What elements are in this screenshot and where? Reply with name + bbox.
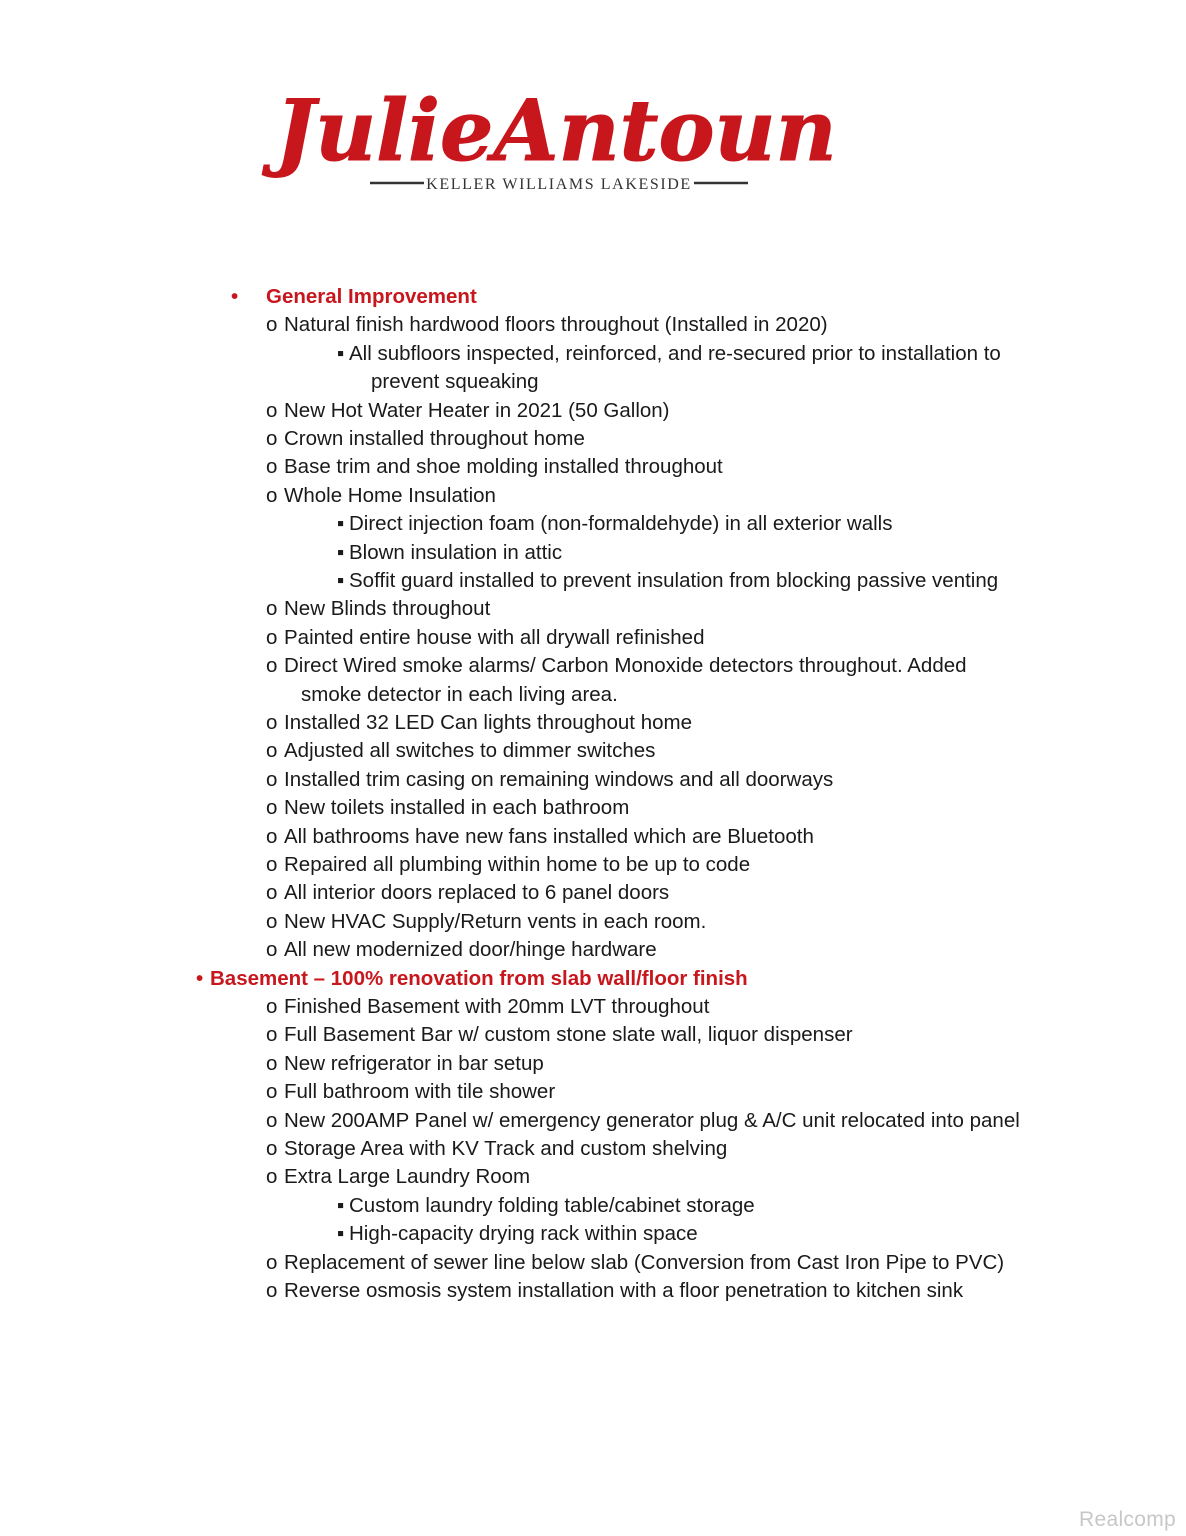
item-bullet-icon: o (266, 796, 278, 820)
list-item-continuation: smoke detector in each living area. (301, 682, 618, 706)
list-item: Direct Wired smoke alarms/ Carbon Monoxide detectors throughout. Added (284, 654, 967, 678)
item-bullet-icon: o (266, 1108, 278, 1132)
list-item: Installed 32 LED Can lights throughout home (284, 711, 692, 734)
list-item: Reverse osmosis system installation with a floor penetration to kitchen sink (284, 1279, 964, 1302)
logo (0, 0, 1186, 220)
sub-list-item-continuation: prevent squeaking (371, 370, 539, 394)
subitem-bullet-icon: ▪ (337, 569, 345, 592)
item-bullet-icon: o (266, 1279, 278, 1302)
section-bullet: • (231, 285, 239, 308)
list-item: All new modernized door/hinge hardware (284, 938, 657, 962)
list-item: Natural finish hardwood floors throughout (Installed in 2020) (284, 313, 828, 337)
list-item: Repaired all plumbing within home to be up to code (284, 853, 751, 876)
item-bullet-icon: o (266, 711, 278, 734)
list-item: Full bathroom with tile shower (284, 1080, 556, 1104)
list-item: Crown installed throughout home (284, 427, 585, 450)
item-bullet-icon: o (266, 483, 278, 507)
list-item: Installed trim casing on remaining windows and all doorways (284, 767, 834, 791)
item-bullet-icon: o (266, 398, 278, 422)
item-bullet-icon: o (266, 938, 278, 962)
item-bullet-icon: o (266, 1165, 278, 1189)
sub-list-item: Custom laundry folding table/cabinet storage (349, 1193, 755, 1217)
item-bullet-icon: o (266, 995, 278, 1018)
logo-brokerage: KELLER WILLIAMS LAKESIDE (426, 176, 692, 193)
list-item: Painted entire house with all drywall refinished (284, 625, 705, 649)
subitem-bullet-icon: ▪ (337, 540, 345, 564)
list-item: New refrigerator in bar setup (284, 1051, 544, 1075)
list-item: Extra Large Laundry Room (284, 1165, 531, 1189)
sub-list-item: Blown insulation in attic (349, 540, 563, 564)
subitem-bullet-icon: ▪ (337, 512, 345, 536)
section-bullet: • (196, 966, 204, 990)
item-bullet-icon: o (266, 1250, 278, 1274)
section-heading: Basement – 100% renovation from slab wall/floor finish (210, 966, 748, 990)
sub-list-item: Soffit guard installed to prevent insulation from blocking passive venting (349, 569, 999, 592)
list-item: Whole Home Insulation (284, 483, 496, 507)
item-bullet-icon: o (266, 1080, 278, 1104)
list-item: New Blinds throughout (284, 597, 491, 621)
item-bullet-icon: o (266, 909, 278, 933)
item-bullet-icon: o (266, 824, 278, 848)
section-heading: General Improvement (266, 285, 477, 308)
list-item: New toilets installed in each bathroom (284, 796, 630, 820)
item-bullet-icon: o (266, 853, 278, 876)
sub-list-item: All subfloors inspected, reinforced, and re-secured prior to installation to (349, 341, 1001, 365)
sub-list-item: High-capacity drying rack within space (349, 1222, 698, 1246)
item-bullet-icon: o (266, 1051, 278, 1075)
item-bullet-icon: o (266, 881, 278, 905)
logo-script-name: JulieAntoun (275, 81, 837, 180)
subitem-bullet-icon: ▪ (337, 1193, 345, 1217)
list-item: New HVAC Supply/Return vents in each room. (284, 909, 707, 933)
list-item: Base trim and shoe molding installed throughout (284, 455, 723, 479)
list-item: Replacement of sewer line below slab (Conversion from Cast Iron Pipe to PVC) (284, 1250, 1005, 1274)
list-item: All bathrooms have new fans installed which are Bluetooth (284, 824, 814, 848)
list-item: All interior doors replaced to 6 panel doors (284, 881, 670, 905)
list-item: New Hot Water Heater in 2021 (50 Gallon) (284, 398, 670, 422)
item-bullet-icon: o (266, 313, 278, 337)
item-bullet-icon: o (266, 597, 278, 621)
subitem-bullet-icon: ▪ (337, 1222, 345, 1246)
list-item: Full Basement Bar w/ custom stone slate wall, liquor dispenser (284, 1023, 853, 1047)
item-bullet-icon: o (266, 1023, 278, 1047)
julie-antoun-logo (0, 0, 1186, 220)
sub-list-item: Direct injection foam (non-formaldehyde) in all exterior walls (349, 512, 893, 536)
item-bullet-icon: o (266, 767, 278, 791)
realcomp-watermark: Realcomp (1079, 1508, 1176, 1531)
list-item: Adjusted all switches to dimmer switches (284, 739, 656, 763)
item-bullet-icon: o (266, 654, 278, 678)
list-item: Finished Basement with 20mm LVT throughout (284, 995, 710, 1018)
item-bullet-icon: o (266, 739, 278, 763)
list-item: New 200AMP Panel w/ emergency generator plug & A/C unit relocated into panel (284, 1108, 1020, 1132)
item-bullet-icon: o (266, 455, 278, 479)
list-item: Storage Area with KV Track and custom shelving (284, 1137, 728, 1160)
item-bullet-icon: o (266, 1137, 278, 1160)
item-bullet-icon: o (266, 625, 278, 649)
subitem-bullet-icon: ▪ (337, 341, 345, 365)
item-bullet-icon: o (266, 427, 278, 450)
